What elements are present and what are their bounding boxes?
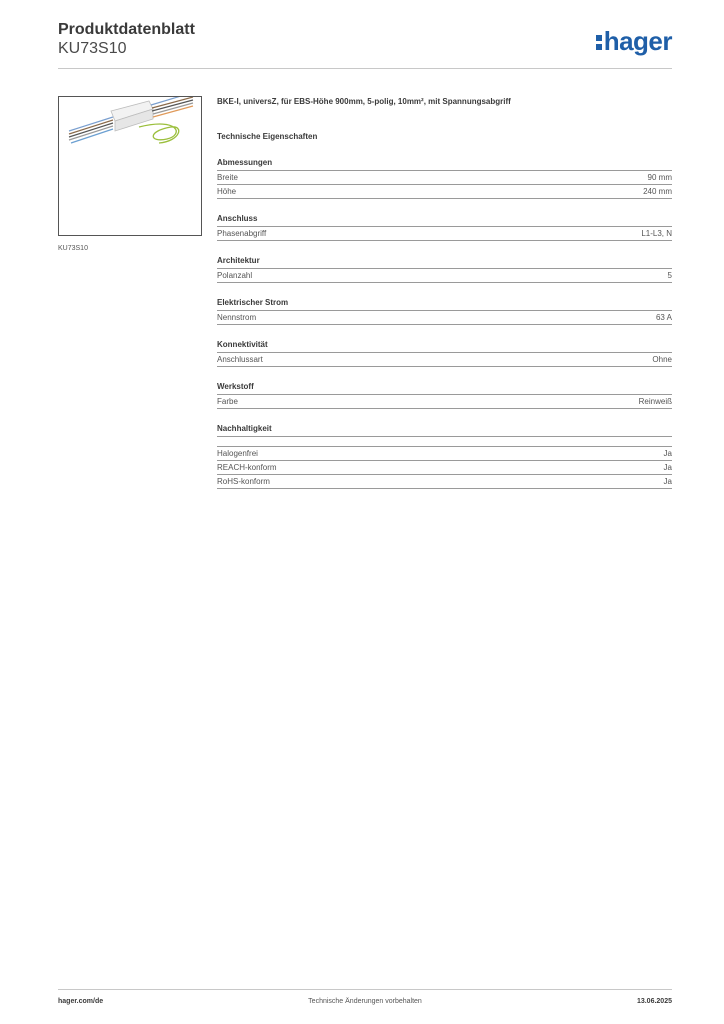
footer-notice: Technische Änderungen vorbehalten [308,998,422,1005]
property-label: Halogenfrei [217,449,258,458]
property-value: Ja [663,449,672,458]
property-row [217,447,672,461]
group-title: Nachhaltigkeit [217,423,672,437]
property-group [217,381,672,409]
product-details [217,96,672,489]
group-title: Werkstoff [217,381,672,395]
property-value: 240 mm [643,187,672,196]
section-heading: Technische Eigenschaften [217,132,318,141]
property-value: 5 [667,271,672,280]
group-title: Konnektivität [217,339,672,353]
footer-website-link[interactable]: hager.com/de [58,998,104,1005]
image-caption: KU73S10 [58,245,88,252]
property-group [217,157,672,199]
property-group [217,339,672,367]
group-title: Architektur [217,255,672,269]
property-group [217,213,672,241]
logo-dots-icon [596,33,603,51]
hager-logo [596,27,672,55]
document-header [58,20,195,58]
property-row [217,171,672,185]
property-label: Phasenabgriff [217,229,267,238]
property-value: Ja [663,477,672,486]
property-label: Höhe [217,187,237,196]
busbar-terminal-icon [59,97,201,235]
footer-divider [58,989,672,990]
property-row [217,185,672,199]
property-row [217,395,672,409]
property-group [217,423,672,489]
product-image [58,96,202,236]
group-spacer [217,437,672,447]
property-label: Nennstrom [217,313,257,322]
property-value: Ohne [652,355,672,364]
property-row [217,461,672,475]
group-title: Abmessungen [217,157,672,171]
product-code: KU73S10 [58,40,127,57]
product-title: BKE-I, universZ, für EBS-Höhe 900mm, 5-polig, 10mm², mit Spannungsabgriff [217,97,511,106]
property-group [217,255,672,283]
property-value: 90 mm [647,173,672,182]
group-title: Elektrischer Strom [217,297,672,311]
property-row [217,353,672,367]
property-value: Ja [663,463,672,472]
logo-text: hager [603,26,672,56]
property-row [217,227,672,241]
property-group [217,297,672,325]
property-value: L1-L3, N [641,229,672,238]
property-row [217,475,672,489]
property-label: Anschlussart [217,355,263,364]
property-label: Breite [217,173,238,182]
footer-date: 13.06.2025 [636,998,672,1005]
property-value: 63 A [655,313,672,322]
property-row [217,311,672,325]
property-label: Polanzahl [217,271,253,280]
group-title: Anschluss [217,213,672,227]
page-title: Produktdatenblatt [58,21,195,38]
property-row [217,269,672,283]
header-divider [58,68,672,69]
property-label: RoHS-konform [217,477,270,486]
property-groups [217,157,672,489]
property-label: REACH-konform [217,463,277,472]
property-label: Farbe [217,397,238,406]
property-value: Reinweiß [638,397,672,406]
